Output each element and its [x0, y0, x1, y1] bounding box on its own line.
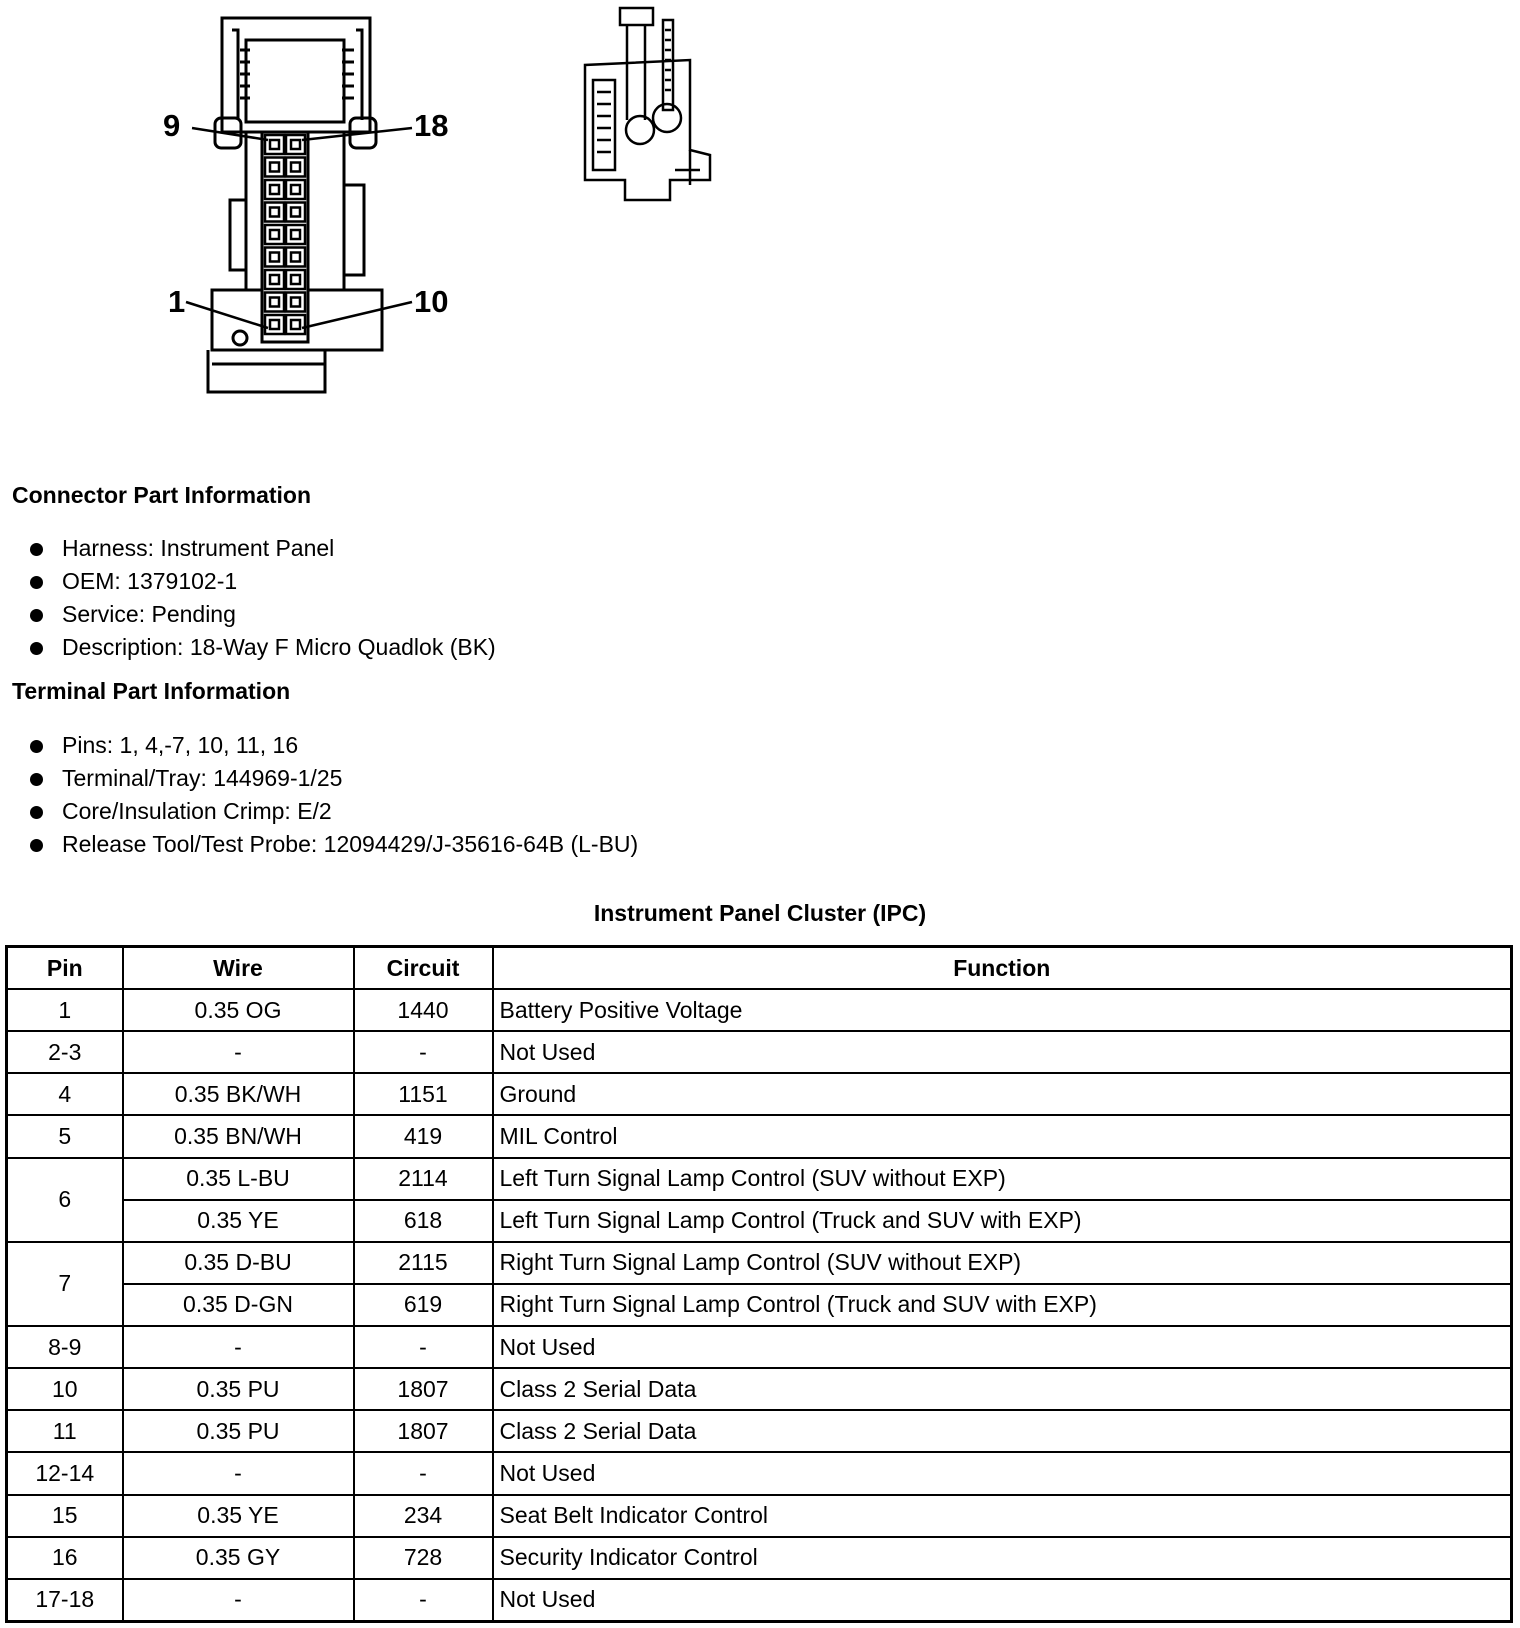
cell-function: MIL Control [493, 1115, 1512, 1157]
table-title: Instrument Panel Cluster (IPC) [593, 900, 927, 926]
header-circuit: Circuit [354, 947, 493, 990]
cell-function: Class 2 Serial Data [493, 1368, 1512, 1410]
cell-circuit: 2114 [354, 1158, 493, 1200]
table-header-row [7, 947, 1512, 990]
pin-label-18: 18 [414, 108, 449, 143]
connector-side-view [575, 0, 715, 210]
cell-pin: 8-9 [7, 1326, 123, 1368]
cell-pin: 7 [7, 1242, 123, 1326]
cell-wire: 0.35 PU [123, 1410, 354, 1452]
cell-pin: 11 [7, 1410, 123, 1452]
cell-wire: 0.35 BN/WH [123, 1115, 354, 1157]
connector-part-info-list [28, 532, 496, 664]
list-item: OEM: 1379102-1 [28, 565, 496, 598]
cell-function: Battery Positive Voltage [493, 989, 1512, 1031]
cell-function: Not Used [493, 1579, 1512, 1622]
terminal-part-info-list [28, 729, 638, 861]
cell-wire: 0.35 D-BU [123, 1242, 354, 1284]
cell-circuit: - [354, 1031, 493, 1073]
cell-function: Not Used [493, 1031, 1512, 1073]
table-row [7, 1579, 1512, 1622]
cell-function: Not Used [493, 1452, 1512, 1494]
cell-function: Left Turn Signal Lamp Control (Truck and SUV with EXP) [493, 1200, 1512, 1242]
pinout-table [5, 945, 1513, 1623]
table-row [7, 1115, 1512, 1157]
list-item: Description: 18-Way F Micro Quadlok (BK) [28, 631, 496, 664]
table-row [7, 1200, 1512, 1242]
list-item: Harness: Instrument Panel [28, 532, 496, 565]
cell-pin: 10 [7, 1368, 123, 1410]
cell-function: Class 2 Serial Data [493, 1410, 1512, 1452]
cell-wire: 0.35 OG [123, 989, 354, 1031]
header-wire: Wire [123, 947, 354, 990]
header-pin: Pin [7, 947, 123, 990]
terminal-part-info-heading: Terminal Part Information [12, 678, 291, 704]
cell-function: Right Turn Signal Lamp Control (SUV without EXP) [493, 1242, 1512, 1284]
table-row [7, 1495, 1512, 1537]
cell-circuit: 618 [354, 1200, 493, 1242]
cell-wire: 0.35 D-GN [123, 1284, 354, 1326]
table-row [7, 1537, 1512, 1579]
cell-circuit: 1807 [354, 1410, 493, 1452]
cell-function: Ground [493, 1073, 1512, 1115]
cell-circuit: 419 [354, 1115, 493, 1157]
cell-wire: - [123, 1452, 354, 1494]
header-function: Function [493, 947, 1512, 990]
table-row [7, 1326, 1512, 1368]
cell-circuit: 619 [354, 1284, 493, 1326]
list-item: Service: Pending [28, 598, 496, 631]
cell-pin: 2-3 [7, 1031, 123, 1073]
cell-circuit: 234 [354, 1495, 493, 1537]
cell-circuit: 1151 [354, 1073, 493, 1115]
cell-function: Security Indicator Control [493, 1537, 1512, 1579]
pin-label-10: 10 [414, 284, 449, 319]
table-row [7, 1073, 1512, 1115]
cell-pin: 15 [7, 1495, 123, 1537]
cell-circuit: - [354, 1326, 493, 1368]
cell-wire: 0.35 YE [123, 1495, 354, 1537]
table-row [7, 1410, 1512, 1452]
cell-function: Seat Belt Indicator Control [493, 1495, 1512, 1537]
cell-pin: 17-18 [7, 1579, 123, 1622]
cell-pin: 1 [7, 989, 123, 1031]
cell-wire: 0.35 L-BU [123, 1158, 354, 1200]
list-item: Core/Insulation Crimp: E/2 [28, 795, 638, 828]
table-row [7, 1368, 1512, 1410]
table-row [7, 1284, 1512, 1326]
table-row [7, 1158, 1512, 1200]
table-row [7, 1242, 1512, 1284]
cell-wire: 0.35 YE [123, 1200, 354, 1242]
cell-function: Not Used [493, 1326, 1512, 1368]
cell-pin: 12-14 [7, 1452, 123, 1494]
table-row [7, 1031, 1512, 1073]
cell-pin: 6 [7, 1158, 123, 1242]
cell-wire: - [123, 1031, 354, 1073]
cell-wire: 0.35 PU [123, 1368, 354, 1410]
cell-pin: 4 [7, 1073, 123, 1115]
connector-part-info-heading: Connector Part Information [12, 482, 312, 508]
cell-wire: - [123, 1579, 354, 1622]
cell-function: Left Turn Signal Lamp Control (SUV without EXP) [493, 1158, 1512, 1200]
cell-circuit: 2115 [354, 1242, 493, 1284]
pin-label-9: 9 [163, 108, 181, 143]
cell-pin: 5 [7, 1115, 123, 1157]
connector-face-diagram [160, 10, 480, 400]
cell-function: Right Turn Signal Lamp Control (Truck and SUV with EXP) [493, 1284, 1512, 1326]
pin-label-1: 1 [168, 284, 186, 319]
cell-wire: 0.35 GY [123, 1537, 354, 1579]
table-row [7, 1452, 1512, 1494]
list-item: Pins: 1, 4,-7, 10, 11, 16 [28, 729, 638, 762]
cell-wire: 0.35 BK/WH [123, 1073, 354, 1115]
cell-circuit: - [354, 1452, 493, 1494]
cell-pin: 16 [7, 1537, 123, 1579]
cell-circuit: 1807 [354, 1368, 493, 1410]
cell-circuit: - [354, 1579, 493, 1622]
cell-circuit: 1440 [354, 989, 493, 1031]
table-row [7, 989, 1512, 1031]
cell-circuit: 728 [354, 1537, 493, 1579]
cell-wire: - [123, 1326, 354, 1368]
list-item: Terminal/Tray: 144969-1/25 [28, 762, 638, 795]
list-item: Release Tool/Test Probe: 12094429/J-35616-64B (L-BU) [28, 828, 638, 861]
